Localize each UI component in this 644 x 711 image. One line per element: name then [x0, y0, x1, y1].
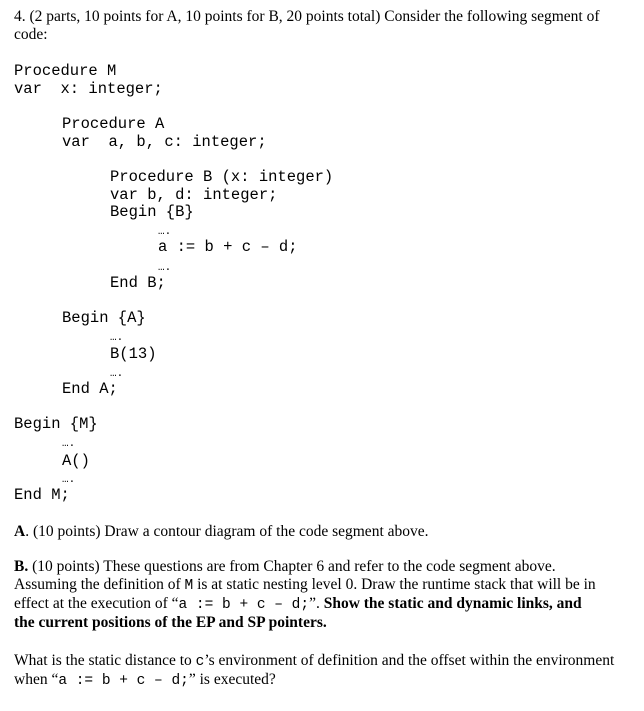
code-line: Procedure M — [14, 62, 117, 80]
code-line: End A; — [62, 380, 118, 398]
part-a-label: A — [14, 523, 26, 540]
text: ’s environment of definition and the offset within the environment — [204, 652, 615, 669]
part-b-q2-line2 — [14, 671, 276, 690]
part-b-line1 — [14, 558, 556, 576]
code-line: A() — [62, 452, 90, 470]
code-line: …. — [158, 262, 172, 274]
part-a-text: . (10 points) Draw a contour diagram of the code segment above. — [25, 523, 429, 540]
code-inline: a := b + c – d; — [58, 673, 189, 689]
code-line: var a, b, c: integer; — [62, 133, 267, 151]
part-b-line4 — [14, 614, 327, 632]
code-line: End M; — [14, 486, 70, 504]
code-inline: c — [195, 654, 205, 670]
text: ” is executed? — [188, 671, 276, 688]
code-line: …. — [110, 332, 124, 344]
bold-text: Show the static and dynamic links, and — [323, 595, 582, 612]
code-line: Procedure B (x: integer) — [110, 168, 334, 186]
code-line: …. — [62, 438, 76, 450]
text: What is the static distance to — [14, 652, 196, 669]
code-line: var b, d: integer; — [110, 186, 278, 204]
code-line: …. — [110, 368, 124, 380]
code-line: Procedure A — [62, 115, 165, 133]
code-line: …. — [158, 226, 172, 238]
code-line: Begin {B} — [110, 203, 194, 221]
code-line: Begin {A} — [62, 309, 146, 327]
code-line: B(13) — [110, 345, 157, 363]
part-b-line3 — [14, 595, 582, 614]
part-b-line2 — [14, 576, 596, 595]
code-line: End B; — [110, 274, 166, 292]
text: ”. — [309, 595, 324, 612]
code-line: …. — [62, 474, 76, 486]
part-a — [14, 523, 429, 541]
text: effect at the execution of “ — [14, 595, 179, 612]
part-b-label: B. — [14, 558, 29, 575]
text: is at static nesting level 0. Draw the runtime stack that will be in — [193, 576, 596, 593]
question-intro-line1: 4. (2 parts, 10 points for A, 10 points for B, 20 points total) Consider the following segment of — [14, 8, 600, 25]
part-b-text: (10 points) These questions are from Chapter 6 and refer to the code segment above. — [28, 558, 556, 575]
bold-text: the current positions of the EP and SP pointers. — [14, 614, 327, 631]
code-line: Begin {M} — [14, 415, 98, 433]
question-intro-line2: code: — [14, 26, 48, 43]
text: Assuming the definition of — [14, 576, 185, 593]
code-line: var x: integer; — [14, 80, 163, 98]
code-inline: M — [184, 578, 194, 594]
text: when “ — [14, 671, 59, 688]
code-inline: a := b + c – d; — [178, 597, 310, 613]
code-line: a := b + c – d; — [158, 238, 298, 256]
part-b-q2-line1 — [14, 652, 614, 671]
